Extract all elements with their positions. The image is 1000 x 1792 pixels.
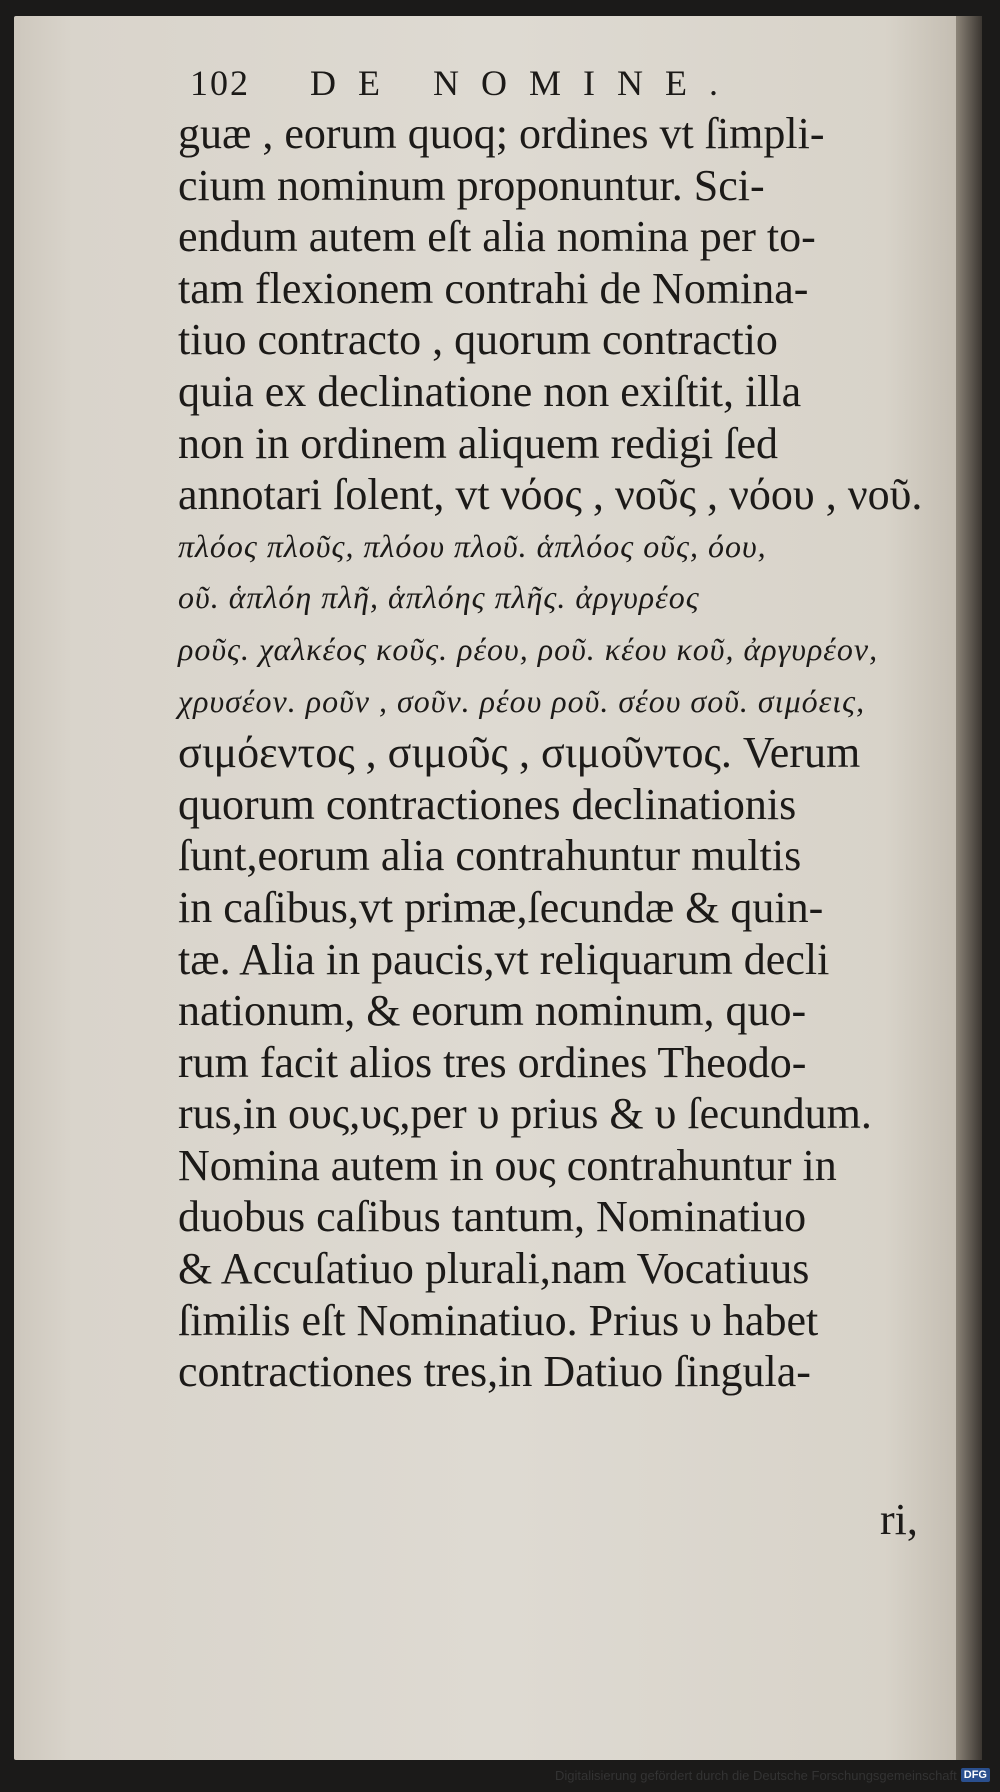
catchword: ri, bbox=[880, 1495, 918, 1544]
text-line: contractiones tres,in Datiuo ſingula- bbox=[178, 1347, 811, 1397]
text-line: nationum, & eorum nominum, quo- bbox=[178, 986, 807, 1036]
greek-line: χρυσέον. ροῦν , σοῦν. ρέου ροῦ. σέου σοῦ. σιμόεις, bbox=[178, 682, 866, 719]
text-line: guæ , eorum quoq; ordines vt ſimpli- bbox=[178, 109, 825, 158]
text-line: in caſibus,vt primæ,ſecundæ & quin- bbox=[178, 882, 824, 932]
text-line: annotari ſolent, vt νόος , νοῦς , νόου , νοῦ. bbox=[178, 470, 923, 520]
text-line: endum autem eſt alia nomina per to- bbox=[178, 212, 816, 262]
body-text bbox=[178, 108, 968, 1398]
page-number: 102 bbox=[190, 63, 250, 103]
text-line: & Accuſatiuo plurali,nam Vocatiuus bbox=[178, 1244, 810, 1294]
dfg-logo: DFG bbox=[961, 1768, 990, 1782]
greek-line: ροῦς. χαλκέος κοῦς. ρέου, ροῦ. κέου κοῦ, ἀργυρέον, bbox=[178, 630, 879, 667]
greek-line: οῦ. ἁπλόη πλῆ, ἁπλόης πλῆς. ἀργυρέος bbox=[178, 579, 700, 616]
greek-line: πλόος πλοῦς, πλόου πλοῦ. ἁπλόος οῦς, όου, bbox=[178, 527, 767, 564]
text-line: quia ex declinatione non exiſtit, illa bbox=[178, 366, 802, 416]
digitization-credit bbox=[555, 1762, 990, 1788]
text-line: rum facit alios tres ordines Theodo- bbox=[178, 1037, 807, 1087]
running-header bbox=[190, 62, 830, 104]
text-line: ſimilis eſt Nominatiuo. Prius υ habet bbox=[178, 1295, 819, 1345]
text-line: σιμόεντος , σιμοῦς , σιμοῦντος. Verum bbox=[178, 728, 861, 778]
text-line: Nomina autem in ους contrahuntur in bbox=[178, 1140, 837, 1190]
text-line: tam flexionem contrahi de Nomina- bbox=[178, 263, 809, 313]
text-line: tiuo contracto , quorum contractio bbox=[178, 315, 778, 365]
text-line: cium nominum proponuntur. Sci- bbox=[178, 160, 765, 210]
credit-text: Digitalisierung gefördert durch die Deutsche Forschungsgemeinschaft bbox=[554, 1767, 957, 1783]
text-line: rus,in ους,υς,per υ prius & υ ſecundum. bbox=[178, 1089, 872, 1139]
text-line: non in ordinem aliquem redigi ſed bbox=[178, 418, 778, 468]
running-title: DE NOMINE. bbox=[310, 63, 740, 103]
text-line: tæ. Alia in paucis,vt reliquarum decli bbox=[178, 934, 830, 984]
text-line: quorum contractiones declinationis bbox=[178, 779, 797, 829]
text-line: ſunt,eorum alia contrahuntur multis bbox=[178, 831, 802, 881]
text-line: duobus caſibus tantum, Nominatiuo bbox=[178, 1192, 807, 1242]
